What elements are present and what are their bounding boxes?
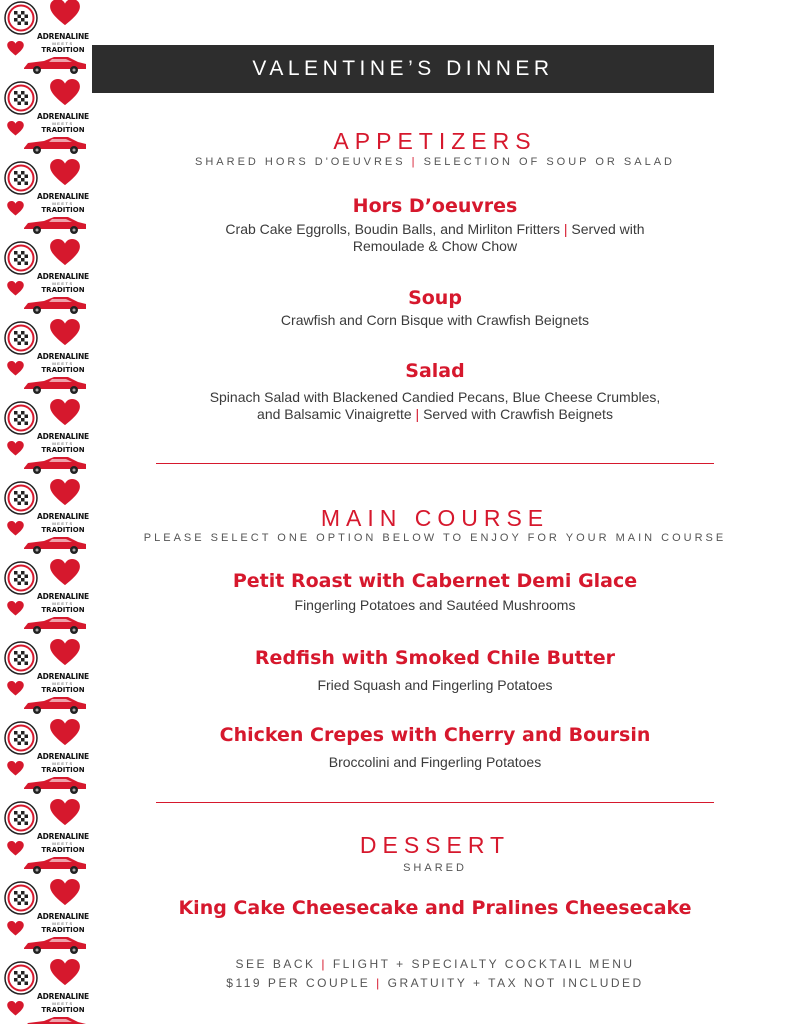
separator: | (415, 406, 420, 422)
brand-line-2: MEETS (52, 200, 74, 206)
dessert-subheading: SHARED (403, 862, 467, 874)
brand-line-3: TRADITION (41, 765, 85, 774)
appetizers-subheading (92, 156, 778, 168)
dish-name-king-cake-cheesecake: King Cake Cheesecake and Pralines Cheesecake (178, 897, 692, 919)
heart-icon (50, 879, 80, 911)
brand-line-2: MEETS (52, 360, 74, 366)
dish-name-soup: Soup (408, 287, 462, 309)
sports-car-icon (22, 1015, 88, 1024)
brand-logo-text (34, 593, 92, 614)
brand-line-1: ADRENALINE (37, 112, 89, 121)
menu-title: VALENTINE’S DINNER (252, 57, 554, 80)
dish-name-redfish: Redfish with Smoked Chile Butter (254, 647, 616, 669)
checkered-badge-icon (4, 481, 38, 520)
checkered-badge-icon (4, 241, 38, 280)
brand-line-1: ADRENALINE (37, 432, 89, 441)
separator: | (411, 156, 418, 168)
desc-part: and Balsamic Vinaigrette (257, 406, 412, 422)
appetizers-heading: APPETIZERS (333, 128, 537, 154)
brand-logo-text (34, 513, 92, 534)
dish-desc-petit-roast: Fingerling Potatoes and Sautéed Mushrooms (294, 597, 576, 613)
logo-tile (0, 0, 92, 77)
brand-line-1: ADRENALINE (37, 752, 89, 761)
checkered-badge-icon (4, 401, 38, 440)
heart-icon (50, 319, 80, 351)
heart-icon (50, 639, 80, 671)
dish-name-petit-roast: Petit Roast with Cabernet Demi Glace (232, 570, 638, 592)
brand-line-3: TRADITION (41, 445, 85, 454)
brand-line-1: ADRENALINE (37, 32, 89, 41)
logo-tile (0, 637, 92, 717)
logo-tile (0, 557, 92, 637)
brand-logo-text (34, 753, 92, 774)
appetizers-sub-part1: SHARED HORS D'OEUVRES (195, 156, 406, 168)
heart-icon (50, 799, 80, 831)
brand-line-3: TRADITION (41, 285, 85, 294)
checkered-badge-icon (4, 561, 38, 600)
desc-part: Served with (571, 221, 645, 237)
checkered-badge-icon (4, 881, 38, 920)
checkered-badge-icon (4, 721, 38, 760)
desc-part: Crab Cake Eggrolls, Boudin Balls, and Mirliton Fritters (225, 221, 560, 237)
checkered-badge-icon (4, 321, 38, 360)
heart-icon (50, 399, 80, 431)
appetizers-sub-part2: SELECTION OF SOUP OR SALAD (423, 156, 675, 168)
brand-line-3: TRADITION (41, 1005, 85, 1014)
heart-icon (50, 479, 80, 511)
separator: | (563, 221, 568, 237)
brand-line-3: TRADITION (41, 525, 85, 534)
brand-logo-text (34, 353, 92, 374)
dish-desc-chicken-crepes: Broccolini and Fingerling Potatoes (328, 754, 542, 770)
checkered-badge-icon (4, 801, 38, 840)
heart-icon (50, 0, 80, 31)
dish-name-salad: Salad (405, 360, 465, 382)
desc-part: Served with Crawfish Beignets (423, 406, 613, 422)
heart-icon (50, 79, 80, 111)
brand-line-2: MEETS (52, 40, 74, 46)
logo-tile (0, 717, 92, 797)
main-course-heading: MAIN COURSE (320, 505, 550, 531)
brand-line-2: MEETS (52, 600, 74, 606)
dish-desc-hors-doeuvres (92, 221, 778, 255)
logo-tile (0, 797, 92, 877)
logo-tile (0, 397, 92, 477)
brand-line-1: ADRENALINE (37, 352, 89, 361)
logo-tile (0, 77, 92, 157)
brand-line-1: ADRENALINE (37, 912, 89, 921)
dish-desc-salad (92, 389, 778, 423)
desc-part: Spinach Salad with Blackened Candied Pecans, Blue Cheese Crumbles, (209, 389, 661, 405)
brand-line-2: MEETS (52, 760, 74, 766)
brand-line-3: TRADITION (41, 925, 85, 934)
brand-line-1: ADRENALINE (37, 512, 89, 521)
brand-line-3: TRADITION (41, 605, 85, 614)
separator: | (376, 976, 382, 990)
brand-logo-text (34, 833, 92, 854)
brand-logo-text (34, 993, 92, 1014)
heart-icon (50, 239, 80, 271)
decorative-side-strip (0, 0, 92, 1024)
brand-line-2: MEETS (52, 840, 74, 846)
dish-desc-soup: Crawfish and Corn Bisque with Crawfish Beignets (280, 312, 590, 328)
logo-tile (0, 237, 92, 317)
logo-tile (0, 957, 92, 1024)
brand-logo-text (34, 673, 92, 694)
menu-title-bar (92, 45, 714, 93)
brand-line-3: TRADITION (41, 45, 85, 54)
brand-logo-text (34, 433, 92, 454)
footer-line-1 (92, 957, 778, 971)
heart-icon (50, 719, 80, 751)
brand-line-1: ADRENALINE (37, 832, 89, 841)
brand-line-1: ADRENALINE (37, 672, 89, 681)
brand-line-1: ADRENALINE (37, 992, 89, 1001)
logo-tile (0, 317, 92, 397)
brand-logo-text (34, 113, 92, 134)
dish-name-chicken-crepes: Chicken Crepes with Cherry and Boursin (219, 724, 651, 746)
logo-tile (0, 477, 92, 557)
brand-logo-text (34, 273, 92, 294)
brand-logo-text (34, 913, 92, 934)
footer-part: FLIGHT + SPECIALTY COCKTAIL MENU (332, 957, 635, 971)
brand-line-3: TRADITION (41, 125, 85, 134)
section-divider (156, 802, 714, 803)
brand-line-2: MEETS (52, 1000, 74, 1006)
brand-logo-text (34, 33, 92, 54)
logo-tile (0, 877, 92, 957)
separator: | (321, 957, 327, 971)
main-course-subheading: PLEASE SELECT ONE OPTION BELOW TO ENJOY FOR YOUR MAIN COURSE (143, 532, 727, 544)
checkered-badge-icon (4, 81, 38, 120)
dish-name-hors-doeuvres: Hors D’oeuvres (352, 195, 518, 217)
brand-line-2: MEETS (52, 440, 74, 446)
brand-logo-text (34, 193, 92, 214)
brand-line-2: MEETS (52, 280, 74, 286)
checkered-badge-icon (4, 161, 38, 200)
footer-part: $119 PER COUPLE (226, 976, 371, 990)
brand-line-3: TRADITION (41, 845, 85, 854)
desc-part: Remoulade & Chow Chow (352, 238, 518, 254)
footer-line-2 (92, 976, 778, 990)
brand-line-2: MEETS (52, 520, 74, 526)
footer-part: SEE BACK (235, 957, 316, 971)
heart-icon (50, 559, 80, 591)
brand-line-1: ADRENALINE (37, 592, 89, 601)
brand-line-1: ADRENALINE (37, 192, 89, 201)
dish-desc-redfish: Fried Squash and Fingerling Potatoes (317, 677, 553, 693)
brand-line-3: TRADITION (41, 685, 85, 694)
brand-line-1: ADRENALINE (37, 272, 89, 281)
section-divider (156, 463, 714, 464)
checkered-badge-icon (4, 641, 38, 680)
brand-line-2: MEETS (52, 680, 74, 686)
brand-line-2: MEETS (52, 120, 74, 126)
heart-icon (50, 959, 80, 991)
brand-line-2: MEETS (52, 920, 74, 926)
brand-line-3: TRADITION (41, 365, 85, 374)
checkered-badge-icon (4, 1, 38, 40)
footer-part: GRATUITY + TAX NOT INCLUDED (387, 976, 644, 990)
brand-line-3: TRADITION (41, 205, 85, 214)
dessert-heading: DESSERT (359, 832, 511, 858)
heart-icon (50, 159, 80, 191)
checkered-badge-icon (4, 961, 38, 1000)
logo-tile (0, 157, 92, 237)
